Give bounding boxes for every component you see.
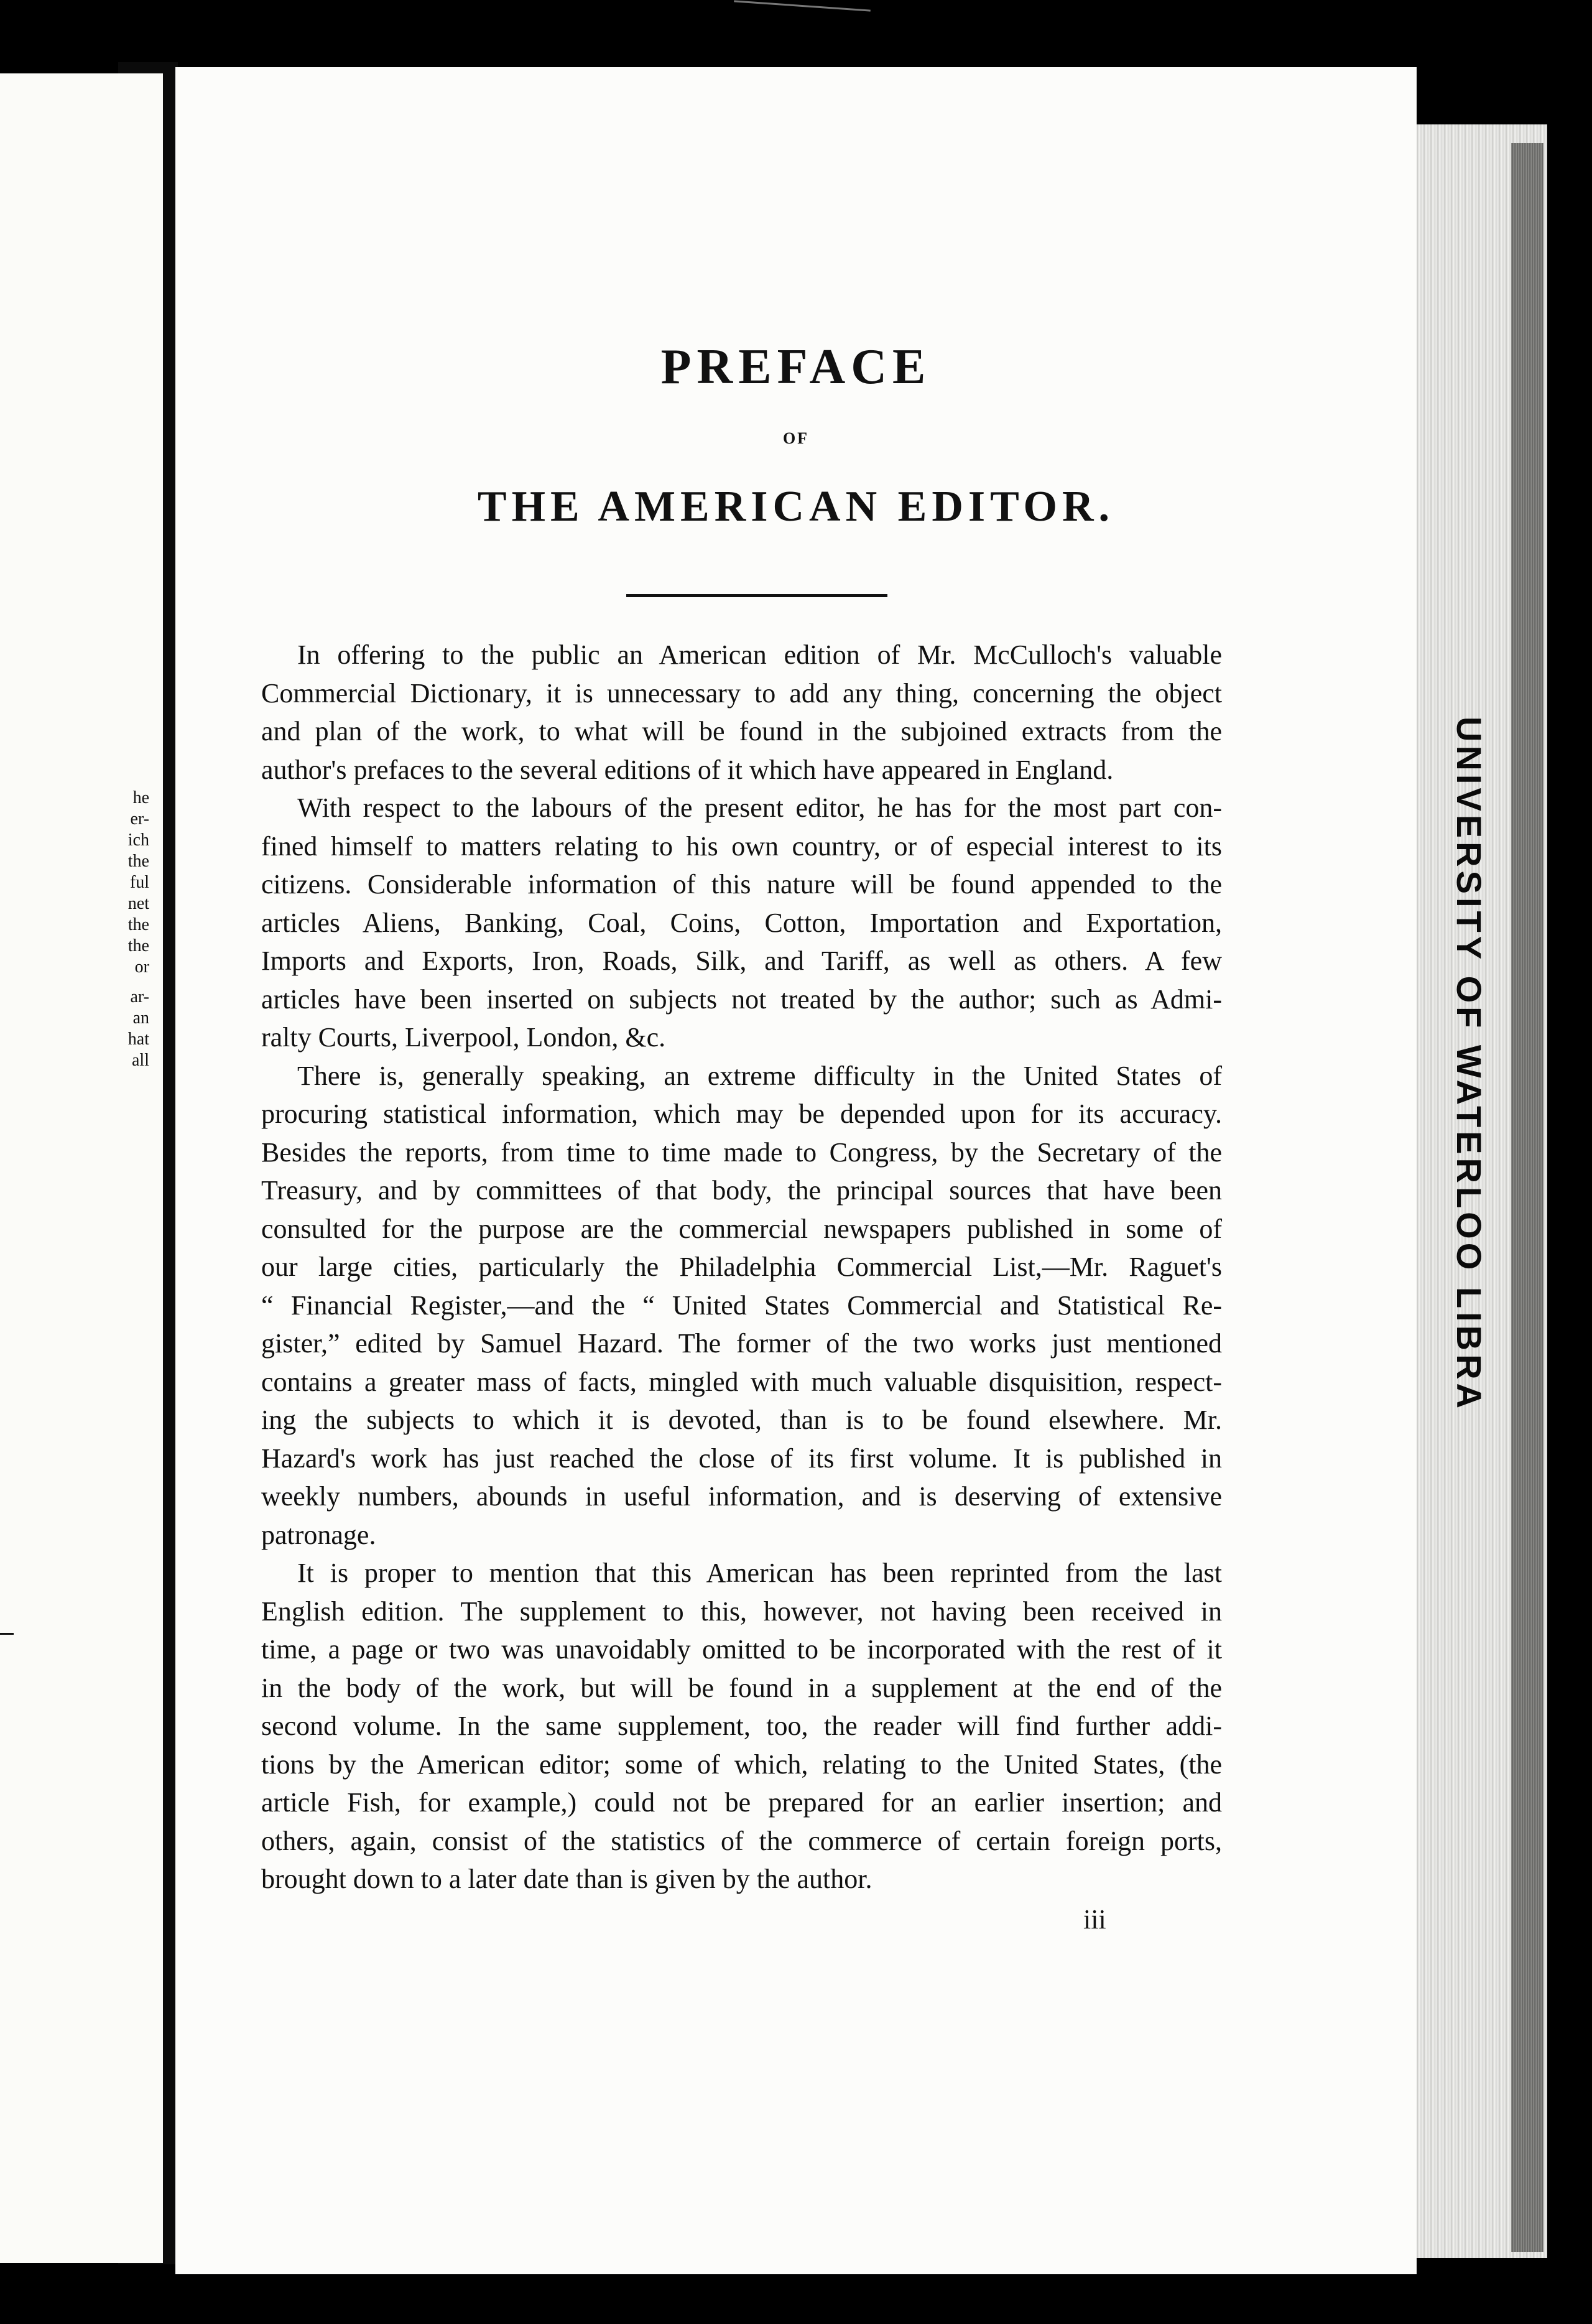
text-line: and plan of the work, to what will be found in the subjoined extracts from the [261, 716, 1222, 746]
left-page-fragment: he [132, 788, 149, 807]
left-page-fragment: hat [127, 1030, 149, 1049]
book-spine-edge [1511, 143, 1543, 2252]
text-line: others, again, consist of the statistics of the commerce of certain foreign ports, [261, 1825, 1222, 1856]
left-page-fragments [128, 788, 149, 1071]
text-line: articles have been inserted on subjects not treated by the author; such as Admi- [261, 983, 1222, 1015]
preface-body [261, 636, 1222, 1899]
text-line: second volume. In the same supplement, too, the reader will find further addi- [261, 1711, 1222, 1741]
text-line: article Fish, for example,) could not be prepared for an earlier insertion; and [261, 1787, 1222, 1818]
text-line: weekly numbers, abounds in useful information, and is deserving of extensive [261, 1481, 1222, 1512]
text-line: gister,” edited by Samuel Hazard. The former of the two works just mentioned [261, 1328, 1222, 1359]
text-line: Treasury, and by committees of that body, the principal sources that have been [261, 1175, 1222, 1206]
paragraph [261, 1554, 1222, 1899]
left-page-fragment: ful [129, 873, 149, 892]
paragraph [261, 1057, 1222, 1555]
text-line: articles Aliens, Banking, Coal, Coins, Cotton, Importation and Exportation, [261, 907, 1222, 938]
left-page-fragment: an [132, 1008, 149, 1028]
text-line: procuring statistical information, which may be depended upon for its accuracy. [261, 1099, 1222, 1129]
left-page-mark [0, 1633, 14, 1635]
left-page-fragment: the [127, 936, 149, 955]
preface-subtitle: THE AMERICAN EDITOR. [477, 483, 1115, 531]
page-number: iii [1083, 1904, 1106, 1935]
text-line: tions by the American editor; some of which, relating to the United States, (the [261, 1749, 1222, 1780]
text-line: fined himself to matters relating to his own country, or of especial interest to its [261, 830, 1222, 862]
text-line: ing the subjects to which it is devoted, than is to be found elsewhere. Mr. [261, 1405, 1222, 1435]
text-line: citizens. Considerable information of this nature will be found appended to the [261, 869, 1222, 899]
preface-title: PREFACE [660, 340, 932, 394]
text-line: ralty Courts, Liverpool, London, &c. [261, 1022, 666, 1053]
text-line: There is, generally speaking, an extreme difficulty in the United States of [297, 1060, 1222, 1091]
text-line: In offering to the public an American edition of Mr. McCulloch's valuable [297, 639, 1222, 670]
text-line: Besides the reports, from time to time made to Congress, by the Secretary of the [261, 1136, 1222, 1168]
left-page-fragment: or [134, 957, 149, 977]
text-line: English edition. The supplement to this, however, not having been received in [261, 1596, 1222, 1627]
text-line: brought down to a later date than is given by the author. [261, 1864, 872, 1894]
left-page-fragment: net [127, 894, 149, 913]
text-line: consulted for the purpose are the commercial newspapers published in some of [261, 1213, 1222, 1244]
left-page-fragment: all [132, 1051, 149, 1070]
text-line: time, a page or two was unavoidably omitted to be incorporated with the rest of it [261, 1634, 1222, 1665]
left-page [0, 73, 163, 2263]
text-line: “ Financial Register,—and the “ United States Commercial and Statistical Re- [261, 1290, 1222, 1321]
left-page-fragment: ich [127, 830, 149, 850]
text-line: Hazard's work has just reached the close of its first volume. It is published in [261, 1443, 1222, 1474]
text-line: Imports and Exports, Iron, Roads, Silk, and Tariff, as well as others. A few [261, 946, 1222, 976]
text-line: contains a greater mass of facts, mingled with much valuable disquisition, respect- [261, 1366, 1222, 1397]
text-line: in the body of the work, but will be found in a supplement at the end of the [261, 1672, 1222, 1703]
text-line: With respect to the labours of the present editor, he has for the most part con- [297, 792, 1222, 823]
text-line: patronage. [261, 1519, 376, 1550]
preface-of: OF [782, 429, 810, 447]
left-page-fragment: the [127, 852, 149, 871]
left-page-fragment: ar- [130, 987, 149, 1006]
text-line: It is proper to mention that this American has been reprinted from the last [297, 1558, 1222, 1588]
title-rule [626, 594, 887, 597]
text-line: author's prefaces to the several editions of it which have appeared in England. [261, 754, 1114, 785]
scan-smudge [734, 0, 871, 11]
left-page-fragment: the [127, 915, 149, 934]
library-stamp: UNIVERSITY OF WATERLOO LIBRA [1450, 717, 1489, 1412]
left-page-fragment: er- [130, 809, 149, 829]
paragraph [261, 789, 1222, 1057]
text-line: our large cities, particularly the Philadelphia Commercial List,—Mr. Raguet's [261, 1252, 1222, 1282]
paragraph [261, 636, 1222, 789]
text-line: Commercial Dictionary, it is unnecessary to add any thing, concerning the object [261, 677, 1222, 709]
